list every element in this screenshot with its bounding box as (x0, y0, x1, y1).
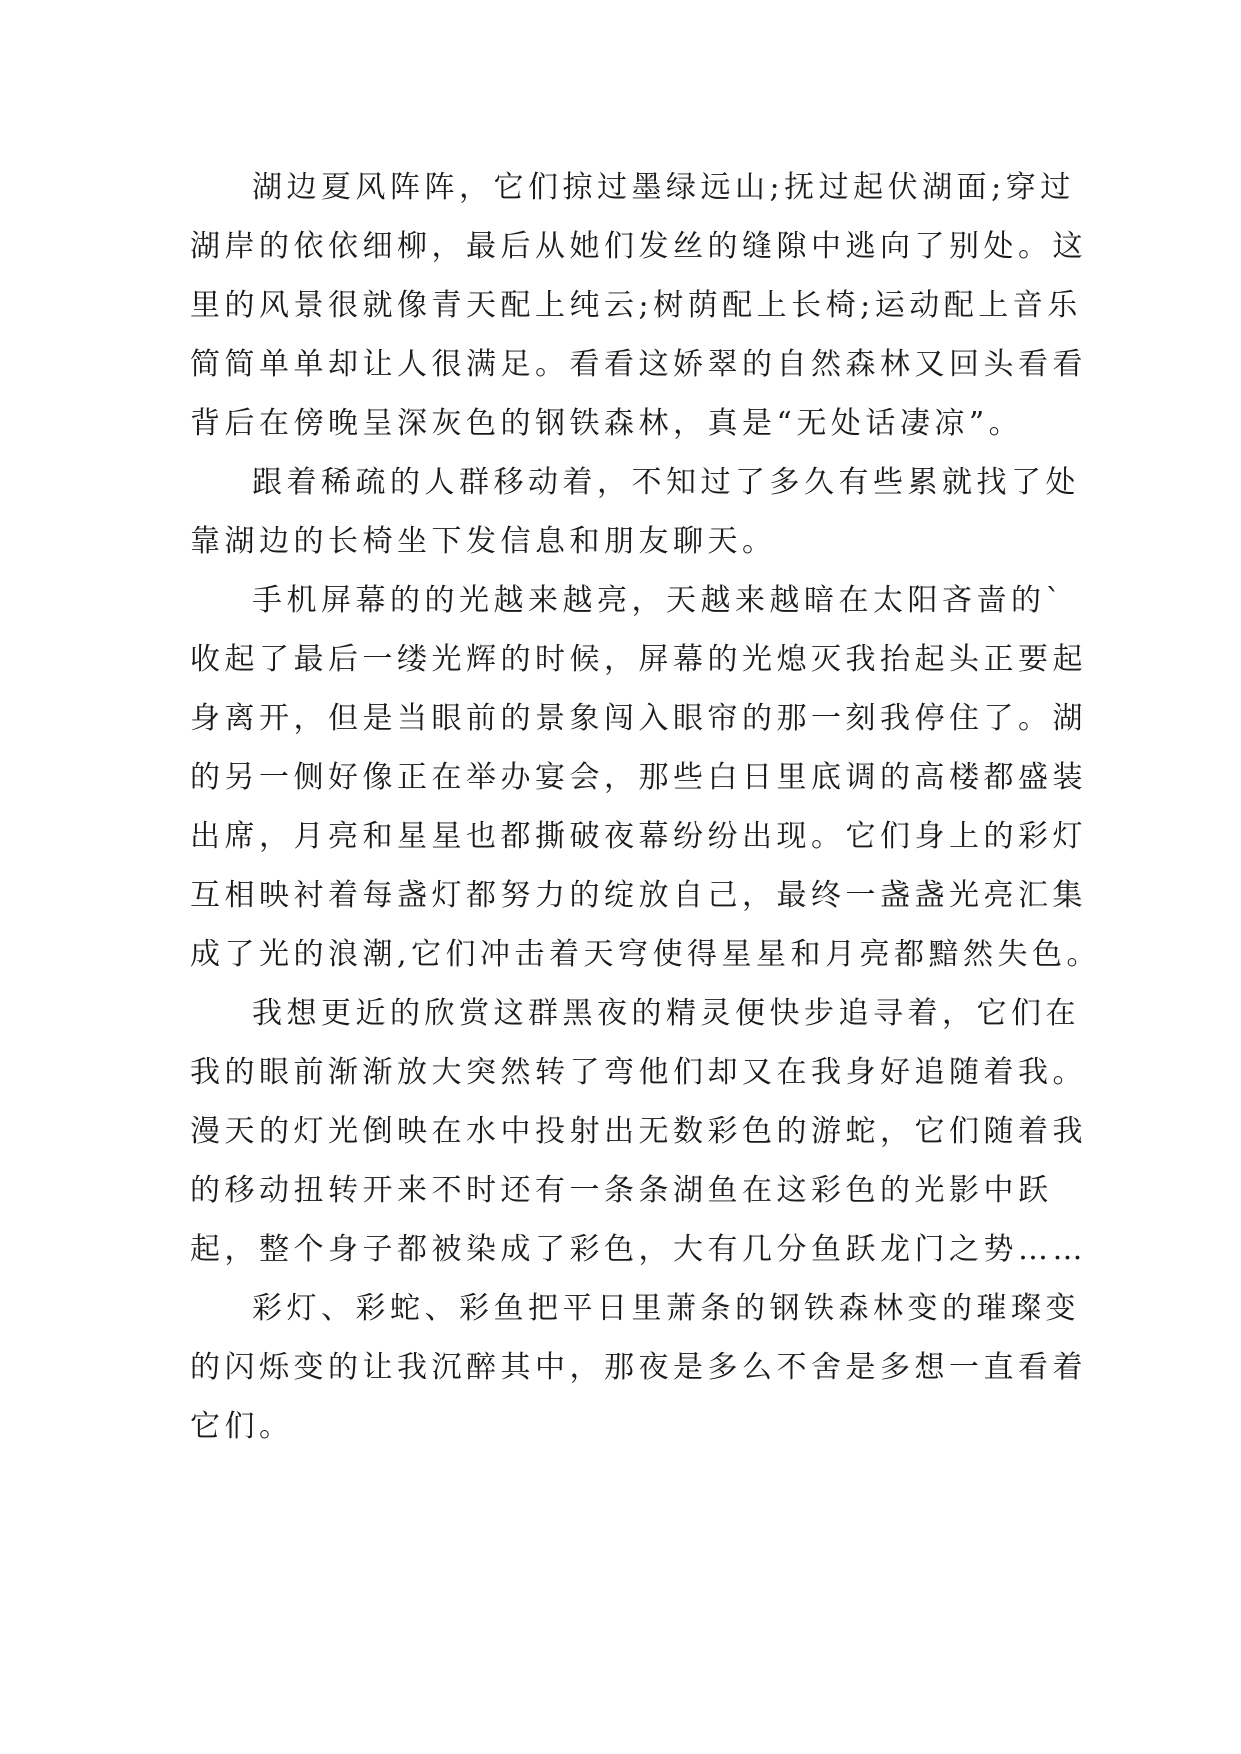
paragraph-3-line-7: 成了光的浪潮,它们冲击着天穹使得星星和月亮都黯然失色。 (190, 937, 1102, 972)
paragraph-4-line-4: 的移动扭转开来不时还有一条条湖鱼在这彩色的光影中跃 (190, 1173, 1053, 1208)
paragraph-5-line-1: 彩灯、彩蛇、彩鱼把平日里萧条的钢铁森林变的璀璨变 (252, 1291, 1080, 1326)
paragraph-1-line-1: 湖边夏风阵阵，它们掠过墨绿远山;抚过起伏湖面;穿过 (252, 170, 1075, 205)
paragraph-4-line-1: 我想更近的欣赏这群黑夜的精灵便快步追寻着，它们在 (252, 996, 1080, 1031)
paragraph-3-line-6: 互相映衬着每盏灯都努力的绽放自己，最终一盏盏光亮汇集 (190, 878, 1087, 913)
paragraph-4-line-3: 漫天的灯光倒映在水中投射出无数彩色的游蛇，它们随着我 (190, 1114, 1087, 1149)
paragraph-2-line-2: 靠湖边的长椅坐下发信息和朋友聊天。 (190, 524, 777, 559)
paragraph-5-line-2: 的闪烁变的让我沉醉其中，那夜是多么不舍是多想一直看着 (190, 1350, 1087, 1385)
paragraph-3-line-4: 的另一侧好像正在举办宴会，那些白日里底调的高楼都盛装 (190, 760, 1087, 795)
paragraph-3-line-3: 身离开，但是当眼前的景象闯入眼帘的那一刻我停住了。湖 (190, 701, 1087, 736)
body-text (190, 158, 1102, 1456)
paragraph-1-line-4: 简简单单却让人很满足。看看这娇翠的自然森林又回头看看 (190, 347, 1087, 382)
paragraph-2-line-1: 跟着稀疏的人群移动着，不知过了多久有些累就找了处 (252, 465, 1080, 500)
paragraph-4-line-5: 起，整个身子都被染成了彩色，大有几分鱼跃龙门之势…… (190, 1232, 1087, 1267)
paragraph-3-line-1: 手机屏幕的的光越来越亮，天越来越暗在太阳吝啬的` (252, 583, 1065, 618)
paragraph-1-line-5: 背后在傍晚呈深灰色的钢铁森林，真是“无处话凄凉”。 (190, 406, 1024, 441)
paragraph-3-line-2: 收起了最后一缕光辉的时候，屏幕的光熄灭我抬起头正要起 (190, 642, 1087, 677)
paragraph-3-line-5: 出席，月亮和星星也都撕破夜幕纷纷出现。它们身上的彩灯 (190, 819, 1087, 854)
paragraph-1-line-3: 里的风景很就像青天配上纯云;树荫配上长椅;运动配上音乐 (190, 288, 1082, 323)
paragraph-5-line-3: 它们。 (190, 1409, 294, 1444)
paragraph-4-line-2: 我的眼前渐渐放大突然转了弯他们却又在我身好追随着我。 (190, 1055, 1087, 1090)
paragraph-1-line-2: 湖岸的依依细柳，最后从她们发丝的缝隙中逃向了别处。这 (190, 229, 1087, 264)
